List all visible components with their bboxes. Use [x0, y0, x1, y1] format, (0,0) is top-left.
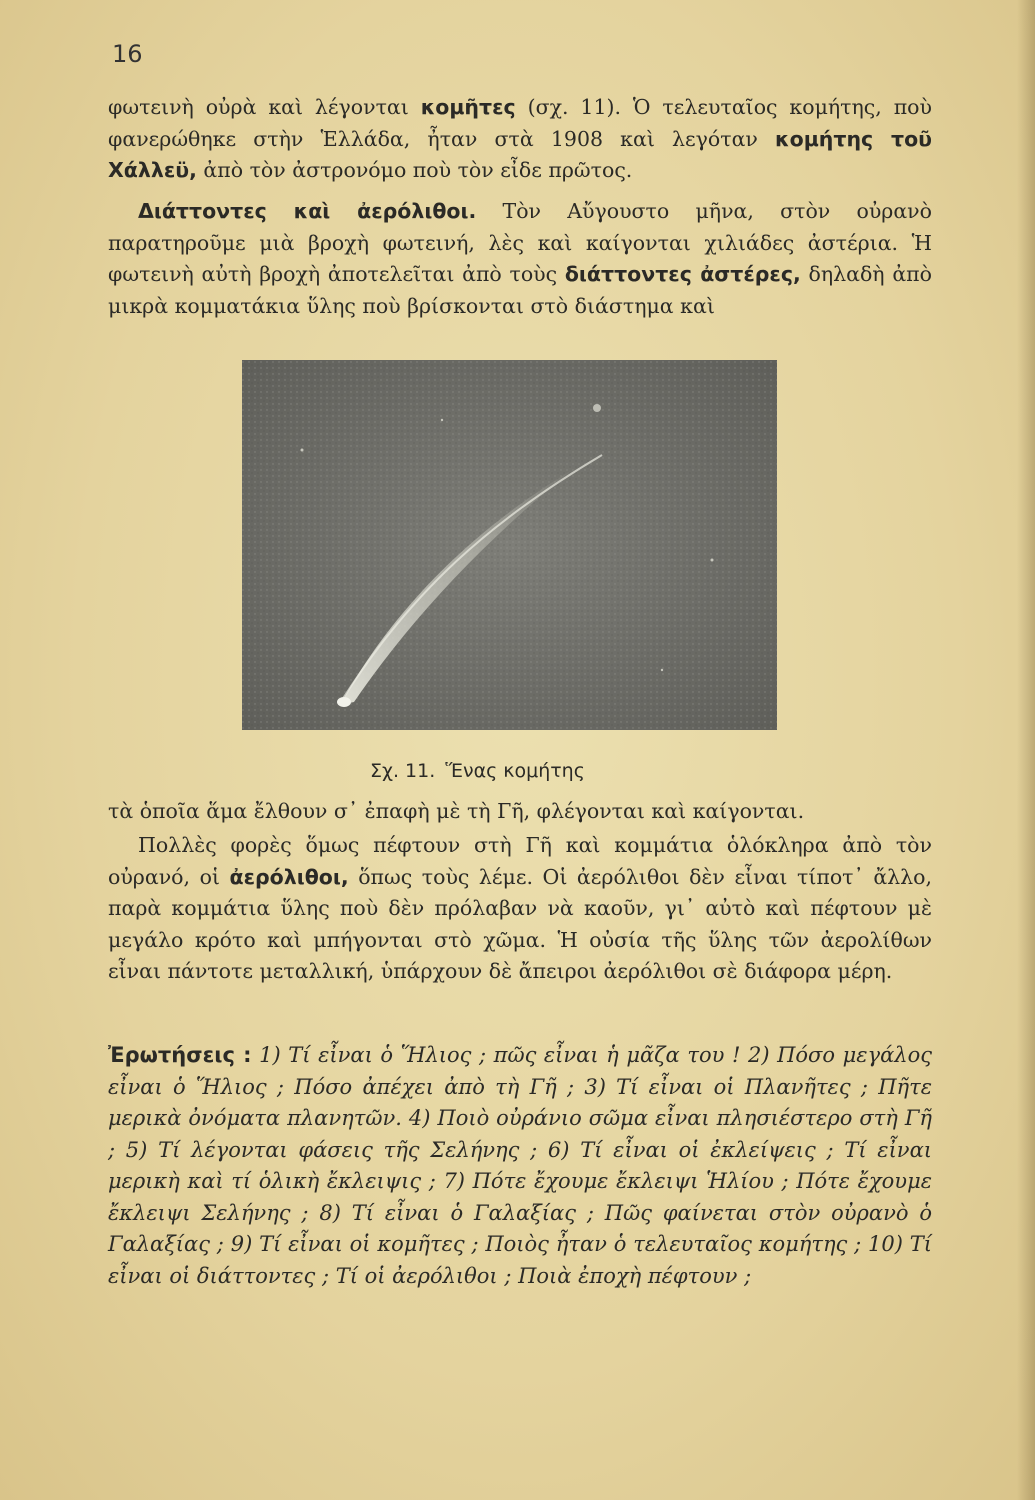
figure-caption [370, 760, 670, 782]
star [593, 404, 601, 412]
term-halley-comet: κομήτης τοῦ Χάλλεϋ, [108, 126, 932, 182]
questions-label: Ἐρωτήσεις : [108, 1043, 252, 1067]
text-run: ἀπὸ τὸν ἀστρονόμο ποὺ τὸν εἶδε πρῶτος. [196, 158, 633, 182]
questions-section [108, 1040, 932, 1292]
section-heading: Διάττοντες καὶ ἀερόλιθοι. [138, 199, 477, 223]
text-run: δηλαδὴ ἀπὸ μικρὰ κομματάκια ὕλης ποὺ βρίσκονται στὸ διάστημα καὶ [108, 262, 932, 318]
page-edge-shadow [1017, 0, 1035, 1500]
text-run: ὅπως τοὺς λέμε. Οἱ ἀερόλιθοι δὲν εἶναι τίποτ᾽ ἄλλο, παρὰ κομμάτια ὕλης ποὺ δὲν πρόλαβαν νὰ καοῦν, γι᾽ αὐτὸ καὶ πέφτουν μὲ μεγάλο κρότο καὶ μπήγονται στὸ χῶμα. Ἡ οὐσία τῆς ὕλης τῶν ἀερολίθων εἶναι πάντοτε μεταλλική, ὑπάρχουν δὲ ἄπειροι ἀερόλιθοι σὲ διάφορα μέρη. [108, 864, 933, 983]
photo-grain [242, 360, 777, 730]
text-run: φωτεινὴ οὐρὰ καὶ λέγονται [108, 95, 421, 119]
term-shooting-stars: διάττοντες ἀστέρες, [564, 262, 801, 286]
comet-head [337, 697, 351, 707]
caption-text: Ἕνας κομήτης [445, 760, 585, 782]
term-comets: κομῆτες [420, 95, 516, 119]
star [301, 449, 304, 452]
paragraph-meteors [108, 196, 932, 322]
star [711, 559, 714, 562]
star [441, 419, 443, 421]
caption-number: Σχ. 11. [370, 760, 436, 782]
text-run: Πολλὲς φορὲς ὅμως πέφτουν στὴ Γῆ καὶ κομμάτια ὁλόκληρα ἀπὸ τὸν οὐρανό, οἱ [108, 833, 932, 889]
term-meteorites: ἀερόλιθοι, [229, 864, 349, 889]
paragraph-comets [108, 92, 932, 187]
page-number: 16 [112, 40, 143, 68]
questions-text: 1) Τί εἶναι ὁ Ἥλιος ; πῶς εἶναι ἡ μᾶζα του ! 2) Πόσο μεγάλος εἶναι ὁ Ἥλιος ; Πόσο ἀπέχει ἀπὸ τὴ Γῆ ; 3) Τί εἶναι οἱ Πλανῆτες ; Πῆτε μερικὰ ὀνόματα πλανητῶν. 4) Ποιὸ οὐράνιο σῶμα εἶναι πλησιέστερο στὴ Γῆ ; 5) Τί λέγονται φάσεις τῆς Σελήνης ; 6) Τί εἶναι οἱ ἐκλείψεις ; Τί εἶναι μερικὴ καὶ τί ὁλικὴ ἔκλειψις ; 7) Πότε ἔχουμε ἔκλειψι Ἡλίου ; Πότε ἔχουμε ἔκλειψι Σελήνης ; 8) Τί εἶναι ὁ Γαλαξίας ; Πῶς φαίνεται στὸν οὐρανὸ ὁ Γαλαξίας ; 9) Τί εἶναι οἱ κομῆτες ; Ποιὸς ἦταν ὁ τελευταῖος κομήτης ; 10) Τί εἶναι οἱ διάττοντες ; Τί οἱ ἀερόλιθοι ; Ποιὰ ἐποχὴ πέφτουν ; [108, 1043, 932, 1288]
text-run: Τὸν Αὔγουστο μῆνα, στὸν οὐρανὸ παρατηροῦμε μιὰ βροχὴ φωτεινή, λὲς καὶ καίγονται χιλιάδες ἀστέρια. Ἡ φωτεινὴ αὐτὴ βροχὴ ἀποτελεῖται ἀπὸ τοὺς [108, 199, 932, 286]
comet-image [242, 360, 777, 730]
star [661, 669, 663, 671]
paragraph-meteorites [108, 830, 932, 988]
text-run: (σχ. 11). Ὁ τελευταῖος κομήτης, ποὺ φανερώθηκε στὴν Ἑλλάδα, ἦταν στὰ 1908 καὶ λεγόταν [108, 95, 932, 151]
paragraph-burning: τὰ ὁποῖα ἅμα ἔλθουν σ᾽ ἐπαφὴ μὲ τὴ Γῆ, φλέγονται καὶ καίγονται. [108, 799, 805, 823]
comet-photograph [242, 360, 777, 730]
